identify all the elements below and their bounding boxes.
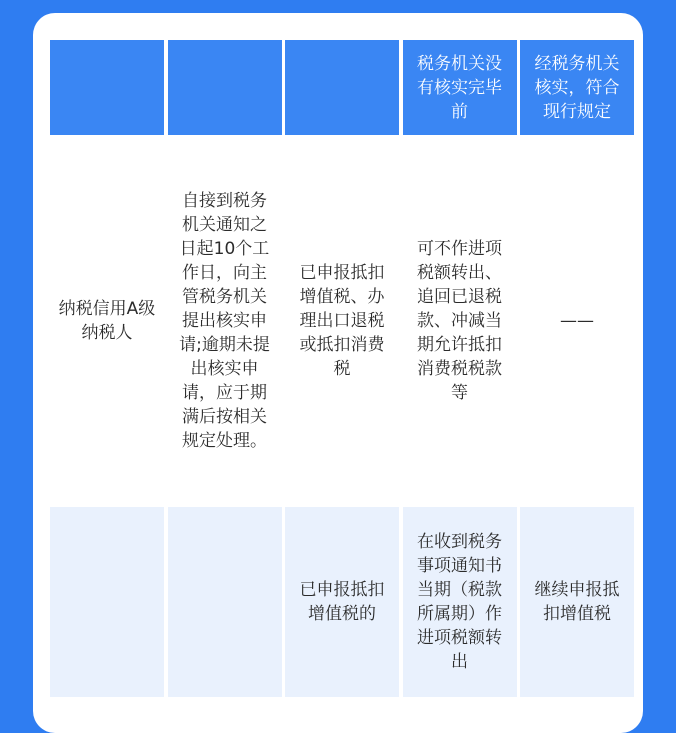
table-cell-row2-before-verification: 在收到税务事项通知书当期（税款所属期）作进项税额转出 xyxy=(403,507,517,697)
table-cell-deadline: 自接到税务机关通知之日起10个工作日，向主管税务机关提出核实申请;逾期未提出核实申请，应于期满后按相关规定处理。 xyxy=(168,139,282,503)
table-cell-after-verification: —— xyxy=(520,139,634,503)
table-cell-row2-2 xyxy=(168,507,282,697)
header-cell-2 xyxy=(168,40,282,135)
tax-table xyxy=(50,40,634,697)
header-cell-1 xyxy=(50,40,164,135)
table-cell-row2-1 xyxy=(50,507,164,697)
table-cell-before-verification: 可不作进项税额转出、追回已退税款、冲减当期允许抵扣消费税税款等 xyxy=(403,139,517,503)
table-cell-situation: 已申报抵扣增值税、办理出口退税或抵扣消费税 xyxy=(285,139,399,503)
header-cell-3 xyxy=(285,40,399,135)
table-cell-row2-situation: 已申报抵扣增值税的 xyxy=(285,507,399,697)
table-cell-taxpayer-type: 纳税信用A级纳税人 xyxy=(50,139,164,503)
table-cell-row2-after-verification: 继续申报抵扣增值税 xyxy=(520,507,634,697)
header-cell-before-verification: 税务机关没有核实完毕前 xyxy=(403,40,517,135)
header-cell-after-verification: 经税务机关核实，符合现行规定 xyxy=(520,40,634,135)
